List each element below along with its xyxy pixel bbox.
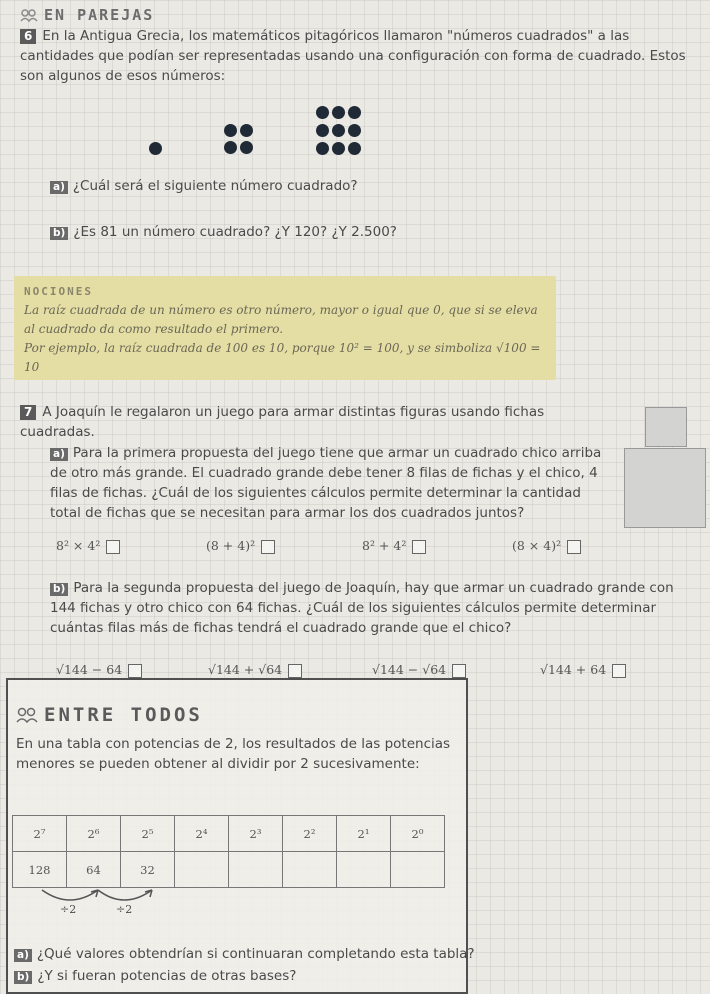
option-7a-1 [56, 538, 120, 554]
dot-1 [149, 142, 162, 155]
entre-todos-question-b [14, 966, 296, 986]
problem-6-text: En la Antigua Grecia, los matemáticos pitagóricos llamaron "números cuadrados" a las cantidades que podían ser representadas usando una configuración con forma de cuadrado. Estos son algunos de esos números: [20, 28, 686, 84]
entre-todos-title: ENTRE TODOS [44, 704, 203, 726]
entre-todos-b-letter: b) [14, 971, 32, 984]
option-7a-3-label: 8² + 4² [362, 538, 407, 553]
entre-todos-a-text: ¿Qué valores obtendrían si continuaran completando esta tabla? [36, 946, 475, 962]
power-cell: 2³ [229, 816, 283, 852]
arrow-label-2: ÷2 [116, 903, 133, 916]
problem-7-number: 7 [20, 405, 36, 420]
question-6a-text: ¿Cuál será el siguiente número cuadrado? [72, 178, 358, 194]
option-7a-3-checkbox[interactable] [412, 540, 426, 554]
question-6b-letter: b) [50, 227, 68, 240]
option-7b-1-checkbox[interactable] [128, 664, 142, 678]
dot-4-b [240, 124, 253, 137]
question-6b [50, 222, 397, 242]
nociones-example [24, 339, 546, 377]
question-7b-letter: b) [50, 583, 68, 596]
nociones-example-prefix: Por ejemplo, la raíz cuadrada de 100 es 10, porque [24, 341, 335, 355]
dot-9-g [316, 142, 329, 155]
power-cell: 2⁰ [391, 816, 445, 852]
problem-6-intro [20, 26, 688, 86]
option-7b-1-label: √144 − 64 [56, 662, 123, 677]
power-cell: 2⁵ [121, 816, 175, 852]
dot-9-e [332, 124, 345, 137]
group-icon [16, 707, 38, 723]
entre-todos-b-text: ¿Y si fueran potencias de otras bases? [37, 968, 297, 984]
question-6b-text: ¿Es 81 un número cuadrado? ¿Y 120? ¿Y 2.500? [73, 224, 397, 240]
problem-7-text: A Joaquín le regalaron un juego para armar distintas figuras usando fichas cuadradas. [20, 404, 545, 440]
small-square-figure [645, 407, 687, 447]
dot-4-a [224, 124, 237, 137]
option-7b-1 [56, 662, 142, 678]
option-7b-4-label: √144 + 64 [540, 662, 607, 677]
power-cell: 2⁶ [67, 816, 121, 852]
powers-table [12, 815, 445, 888]
value-cell: 32 [121, 852, 175, 888]
value-cell: 64 [67, 852, 121, 888]
entre-todos-intro: En una tabla con potencias de 2, los resultados de las potencias menores se pueden obtener al dividir por 2 sucesivamente: [16, 736, 451, 772]
question-7b-text: Para la segunda propuesta del juego de Joaquín, hay que armar un cuadrado grande con 144 fichas y otro chico con 64 fichas. ¿Cuál de los siguientes cálculos permite determinar cuántas filas más de fichas tendrá el cuadrado grande que el chico? [50, 580, 674, 636]
value-cell: 128 [13, 852, 67, 888]
option-7a-1-label: 8² × 4² [56, 538, 101, 553]
dot-9-f [348, 124, 361, 137]
option-7b-3-checkbox[interactable] [452, 664, 466, 678]
nociones-box [14, 276, 556, 380]
nociones-definition: La raíz cuadrada de un número es otro número, mayor o igual que 0, que si se eleva al cuadrado da como resultado el primero. [24, 303, 538, 336]
option-7a-4-label: (8 × 4)² [512, 538, 562, 553]
question-7b [50, 578, 702, 638]
question-6a-letter: a) [50, 181, 68, 194]
option-7a-2 [206, 538, 275, 554]
option-7a-4-checkbox[interactable] [567, 540, 581, 554]
power-cell: 2¹ [337, 816, 391, 852]
option-7b-2 [208, 662, 302, 678]
dot-9-i [348, 142, 361, 155]
pair-icon [20, 8, 38, 22]
dot-4-c [224, 141, 237, 154]
dot-9-d [316, 124, 329, 137]
question-6a [50, 176, 358, 196]
large-square-figure [624, 448, 706, 528]
option-7a-4 [512, 538, 581, 554]
division-arrow-1 [42, 890, 98, 900]
entre-todos-a-letter: a) [14, 949, 32, 962]
value-cell[interactable] [283, 852, 337, 888]
dot-9-h [332, 142, 345, 155]
option-7b-3-label: √144 − √64 [372, 662, 447, 677]
entre-todos-question-a [14, 944, 475, 964]
option-7a-1-checkbox[interactable] [106, 540, 120, 554]
option-7b-4 [540, 662, 626, 678]
option-7a-3 [362, 538, 426, 554]
option-7b-2-checkbox[interactable] [288, 664, 302, 678]
option-7a-2-label: (8 + 4)² [206, 538, 256, 553]
question-7a-letter: a) [50, 448, 68, 461]
value-cell[interactable] [391, 852, 445, 888]
question-7a-text: Para la primera propuesta del juego tiene que armar un cuadrado chico arriba de otro más grande. El cuadrado grande debe tener 8 filas de fichas y el chico, 4 filas de fichas. ¿Cuál de los siguientes cálculos permite determinar la cantidad total de fichas que se necesitan para armar los dos cuadrados juntos? [50, 445, 602, 521]
entre-todos-header [16, 704, 203, 726]
option-7b-4-checkbox[interactable] [612, 664, 626, 678]
question-7a [50, 443, 610, 523]
power-cell: 2⁴ [175, 816, 229, 852]
section-header [20, 6, 154, 24]
value-cell[interactable] [175, 852, 229, 888]
problem-number: 6 [20, 29, 36, 44]
power-cell: 2⁷ [13, 816, 67, 852]
nociones-title: NOCIONES [24, 285, 93, 298]
dot-9-b [332, 106, 345, 119]
dot-9-a [316, 106, 329, 119]
value-cell[interactable] [337, 852, 391, 888]
power-cell: 2² [283, 816, 337, 852]
division-arrows [0, 888, 200, 928]
dot-9-c [348, 106, 361, 119]
dot-4-d [240, 141, 253, 154]
division-arrow-2 [98, 890, 152, 900]
section-title: EN PAREJAS [44, 6, 155, 24]
powers-header-row [13, 816, 445, 852]
value-cell[interactable] [229, 852, 283, 888]
option-7a-2-checkbox[interactable] [261, 540, 275, 554]
option-7b-3 [372, 662, 466, 678]
problem-7-intro [20, 402, 600, 442]
powers-value-row [13, 852, 445, 888]
arrow-label-1: ÷2 [60, 903, 77, 916]
nociones-example-formula: 10² = 100, y se simboliza √100 = 10 [24, 341, 541, 374]
option-7b-2-label: √144 + √64 [208, 662, 283, 677]
